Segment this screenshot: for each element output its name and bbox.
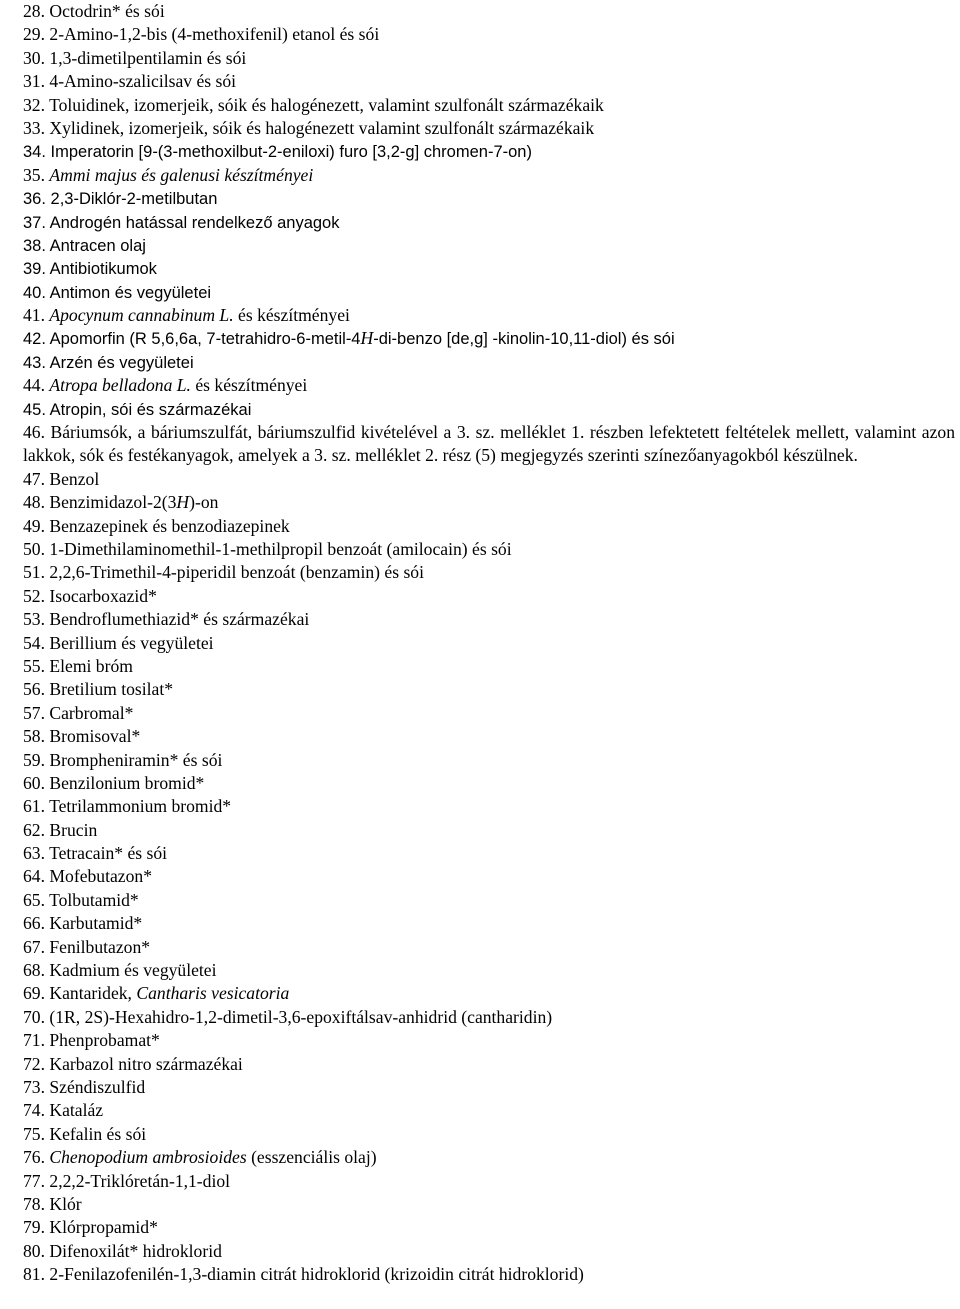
list-item-text: 44. [23,375,50,396]
list-item-text: Atropa belladona L. [49,375,191,396]
list-item-38 [23,234,955,257]
list-item-64 [23,865,955,888]
list-item-76 [23,1146,955,1169]
list-item-65 [23,889,955,912]
list-item-58 [23,725,955,748]
list-item-text: 42. Apomorfin (R 5,6,6a, 7-tetrahidro-6-metil-4 [23,330,361,349]
list-item-35 [23,164,955,187]
list-item-text: 71. Phenprobamat* [23,1030,160,1051]
list-item-text: 32. Toluidinek, izomerjeik, sóik és halogénezett, valamint szulfonált származékaik [23,94,604,115]
list-item-text: 54. Berillium és vegyületei [23,632,214,653]
list-item-54 [23,632,955,655]
list-item-74 [23,1099,955,1122]
list-item-46: 46. Báriumsók, a báriumszulfát, báriumszulfid kivételével a 3. sz. melléklet 1. részben lefektetett feltételek mellett, valamint azon lakkok, sók és festékanyagok, amelyek a 3. sz. melléklet 2. rész (5) megjegyzés szerinti színezőanyagokból készülnek. [23,422,955,466]
list-item-text: 39. Antibiotikumok [23,260,157,279]
list-item-text: 60. Benzilonium bromid* [23,772,205,793]
list-item-70 [23,1006,955,1029]
list-item-49 [23,515,955,538]
list-item-text: 66. Karbutamid* [23,913,143,934]
list-item-text: 75. Kefalin és sói [23,1123,147,1144]
list-item-text: 30. 1,3-dimetilpentilamin és sói [23,47,247,68]
list-item-42 [23,327,955,350]
list-item-text: Cantharis vesicatoria [136,983,290,1004]
list-item-text: 29. 2-Amino-1,2-bis (4-methoxifenil) etanol és sói [23,24,380,45]
list-item-text: 72. Karbazol nitro származékai [23,1053,243,1074]
list-item-text: 63. Tetracain* és sói [23,843,168,864]
list-item-45 [23,398,955,421]
list-item-62 [23,819,955,842]
list-item-text: 67. Fenilbutazon* [23,936,151,957]
list-item-text: 51. 2,2,6-Trimethil-4-piperidil benzoát (benzamin) és sói [23,562,424,583]
list-item-text: 58. Bromisoval* [23,726,141,747]
list-item-32 [23,94,955,117]
list-item-73 [23,1076,955,1099]
list-item-34 [23,140,955,163]
list-item-text: 49. Benzazepinek és benzodiazepinek [23,515,290,536]
list-item-text: -di-benzo [de,g] -kinolin-10,11-diol) és sói [373,330,675,349]
list-item-text: 36. 2,3-Diklór-2-metilbutan [23,190,218,209]
list-item-43 [23,351,955,374]
list-item-text: 78. Klór [23,1193,82,1214]
list-item-41 [23,304,955,327]
list-item-56 [23,678,955,701]
list-item-48 [23,491,955,514]
list-item-text: 55. Elemi bróm [23,655,133,676]
list-item-text: Ammi majus és galenusi készítményei [49,164,314,185]
list-item-text: 59. Brompheniramin* és sói [23,749,223,770]
list-item-text: 47. Benzol [23,468,100,489]
list-item-text: 57. Carbromal* [23,702,134,723]
list-item-59 [23,749,955,772]
list-item-text: H [360,328,374,349]
list-item-text: 45. Atropin, sói és származékai [23,400,252,419]
list-item-text: 35. [23,164,50,185]
list-item-text: 56. Bretilium tosilat* [23,679,174,700]
list-item-53 [23,608,955,631]
list-item-text: 77. 2,2,2-Triklóretán-1,1-diol [23,1170,231,1191]
list-item-text: és készítményei [190,375,308,396]
list-item-text: 70. (1R, 2S)-Hexahidro-1,2-dimetil-3,6-epoxiftálsav-anhidrid (cantharidin) [23,1006,553,1027]
document-body [23,0,955,1287]
list-item-37 [23,211,955,234]
list-item-30 [23,47,955,70]
list-item-51 [23,561,955,584]
list-item-text: 69. Kantaridek, [23,983,137,1004]
list-item-52 [23,585,955,608]
list-item-40 [23,281,955,304]
list-item-text: 28. Octodrin* és sói [23,1,165,21]
list-item-63 [23,842,955,865]
list-item-text: 31. 4-Amino-szalicilsav és sói [23,71,237,92]
list-item-77 [23,1170,955,1193]
list-item-text: 62. Brucin [23,819,98,840]
list-item-text: 40. Antimon és vegyületei [23,283,212,302]
list-item-79 [23,1216,955,1239]
list-item-text: 79. Klórpropamid* [23,1217,158,1238]
list-item-50 [23,538,955,561]
list-item-text: és készítményei [233,305,350,326]
list-item-75 [23,1123,955,1146]
list-item-text: 74. Kataláz [23,1100,104,1121]
list-item-66 [23,912,955,935]
list-item-text: 48. Benzimidazol-2(3 [23,492,177,513]
list-item-61 [23,795,955,818]
substance-list-part2 [23,468,955,1287]
list-item-60 [23,772,955,795]
list-item-31 [23,70,955,93]
list-item-text: Apocynum cannabinum L. [49,305,234,326]
list-item-text: 50. 1-Dimethilaminomethil-1-methilpropil benzoát (amilocain) és sói [23,539,512,560]
list-item-text: 34. Imperatorin [9-(3-methoxilbut-2-eniloxi) furo [3,2-g] chromen-7-on) [23,143,532,162]
list-item-44 [23,374,955,397]
list-item-text: 73. Széndiszulfid [23,1077,146,1097]
list-item-36 [23,187,955,210]
list-item-text: 80. Difenoxilát* hidroklorid [23,1240,222,1261]
list-item-text: 61. Tetrilammonium bromid* [23,796,232,817]
list-item-text: Chenopodium ambrosioides [49,1147,247,1168]
list-item-text: )-on [189,492,219,513]
list-item-text: 41. [23,305,50,326]
list-item-text: 76. [23,1147,50,1168]
list-item-78 [23,1193,955,1216]
list-item-69 [23,982,955,1005]
substance-list-part1 [23,0,955,421]
list-item-29 [23,23,955,46]
list-item-text: 81. 2-Fenilazofenilén-1,3-diamin citrát hidroklorid (krizoidin citrát hidroklorid) [23,1264,584,1285]
list-item-text: 64. Mofebutazon* [23,866,152,887]
list-item-71 [23,1029,955,1052]
list-item-text: H [176,492,190,513]
list-item-text: 65. Tolbutamid* [23,889,139,910]
list-item-28 [23,0,955,23]
list-item-text: (esszenciális olaj) [246,1147,377,1168]
list-item-67 [23,936,955,959]
list-item-72 [23,1053,955,1076]
list-item-80 [23,1240,955,1263]
list-item-text: 33. Xylidinek, izomerjeik, sóik és halogénezett valamint szulfonált származékaik [23,117,595,138]
list-item-text: 37. Androgén hatással rendelkező anyagok [23,213,340,232]
list-item-47 [23,468,955,491]
list-item-55 [23,655,955,678]
list-item-text: 43. Arzén és vegyületei [23,353,194,372]
list-item-text: 53. Bendroflumethiazid* és származékai [23,609,310,630]
list-item-81 [23,1263,955,1286]
list-item-33 [23,117,955,140]
list-item-text: 38. Antracen olaj [23,236,146,255]
list-item-57 [23,702,955,725]
list-item-68 [23,959,955,982]
list-item-39 [23,257,955,280]
list-item-text: 52. Isocarboxazid* [23,585,157,606]
list-item-text: 68. Kadmium és vegyületei [23,960,217,981]
